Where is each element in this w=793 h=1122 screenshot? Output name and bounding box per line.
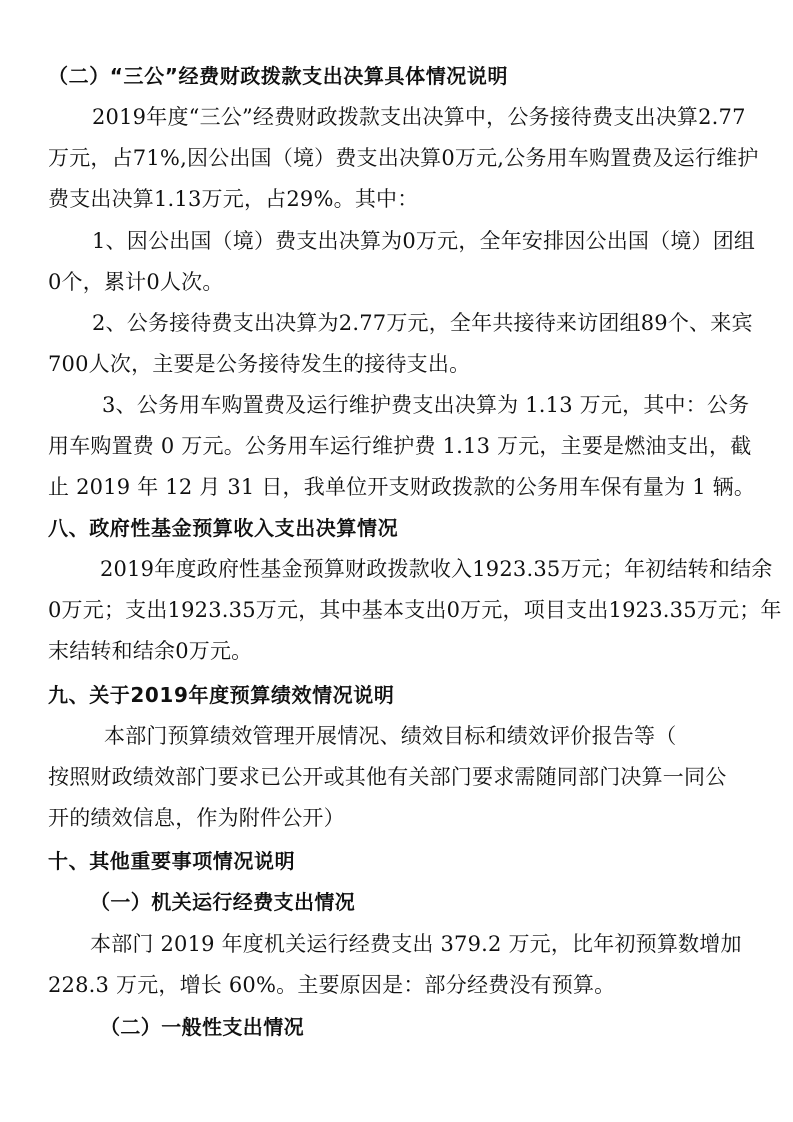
paragraph-line: 2、公务接待费支出决算为2.77万元，全年共接待来访团组89个、来宾 — [92, 311, 753, 335]
subsection-heading: （二）一般性支出情况 — [100, 1015, 304, 1039]
paragraph-line: 1、因公出国（境）费支出决算为0万元，全年安排因公出国（境）团组 — [92, 229, 756, 253]
section-heading: （二）“三公”经费财政拨款支出决算具体情况说明 — [48, 64, 509, 88]
paragraph-line: 0万元；支出1923.35万元，其中基本支出0万元，项目支出1923.35万元；年 — [48, 598, 782, 622]
subsection-heading: （一）机关运行经费支出情况 — [90, 890, 356, 914]
paragraph-line: 本部门 2019 年度机关运行经费支出 379.2 万元，比年初预算数增加 — [90, 932, 742, 956]
paragraph-line: 0个，累计0人次。 — [48, 270, 224, 294]
paragraph-line: 228.3 万元，增长 60%。主要原因是：部分经费没有预算。 — [48, 973, 616, 997]
paragraph-line: 开的绩效信息，作为附件公开） — [48, 806, 345, 830]
paragraph-line: 本部门预算绩效管理开展情况、绩效目标和绩效评价报告等（ — [104, 724, 677, 748]
paragraph-line: 2019年度“三公”经费财政拨款支出决算中，公务接待费支出决算2.77 — [92, 105, 746, 129]
paragraph-line: 按照财政绩效部门要求已公开或其他有关部门要求需随同部门决算一同公 — [48, 765, 727, 789]
paragraph-line: 700人次，主要是公务接待发生的接待支出。 — [48, 352, 471, 376]
paragraph-line: 2019年度政府性基金预算财政拨款收入1923.35万元；年初结转和结余 — [100, 557, 773, 581]
paragraph-line: 末结转和结余0万元。 — [48, 639, 253, 663]
section-heading: 十、其他重要事项情况说明 — [48, 849, 296, 873]
paragraph-line: 止 2019 年 12 月 31 日，我单位开支财政拨款的公务用车保有量为 1 辆。 — [48, 475, 756, 499]
paragraph-line: 3、公务用车购置费及运行维护费支出决算为 1.13 万元，其中：公务 — [102, 393, 750, 417]
paragraph-line: 用车购置费 0 万元。公务用车运行维护费 1.13 万元，主要是燃油支出，截 — [48, 434, 752, 458]
section-heading: 九、关于2019年度预算绩效情况说明 — [48, 683, 395, 707]
section-heading: 八、政府性基金预算收入支出决算情况 — [48, 516, 399, 540]
paragraph-line: 费支出决算1.13万元，占29%。其中： — [48, 187, 419, 211]
paragraph-line: 万元，占71%,因公出国（境）费支出决算0万元,公务用车购置费及运行维护 — [48, 146, 759, 170]
